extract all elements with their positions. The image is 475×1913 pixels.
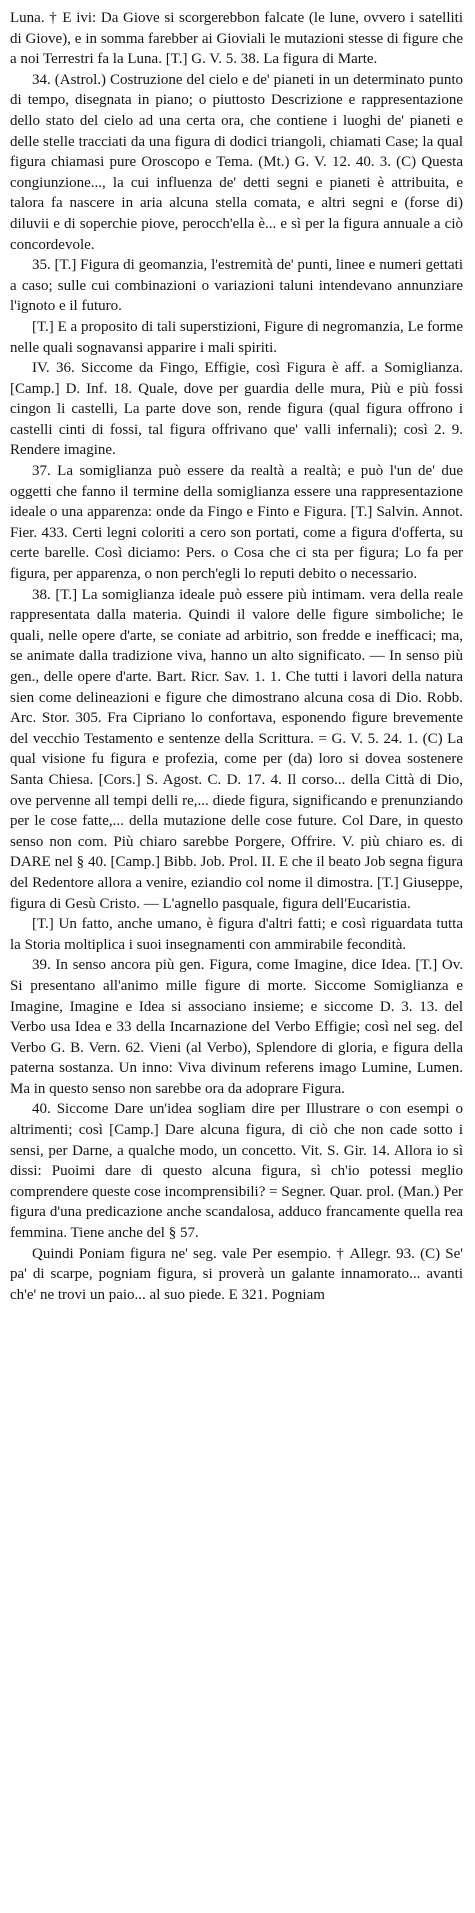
entry-paragraph-37: 37. La somiglianza può essere da realtà a realtà; e può l'un de' due oggetti che fanno il termine della somiglianza essere una rappresentazione ideale o una apparenza: onde da Fingo e Finto e Figura. [T.] Salvin. Annot. Fier. 433. Certi legni coloriti a cero son portati, come a figura d'offerta, su certe barelle. Così diciamo: Pers. o Cosa che ci sta per figura; Lo fa per figura, per apparenza, o non perch'egli lo reputi debito o necessario. (10, 463, 463, 583)
entry-paragraph-38: 38. [T.] La somiglianza ideale può essere più intimam. vera della reale rappresentata dalla materia. Quindi il valore delle figure simboliche; le quali, nelle opere d'arte, se coniate ad arbitrio, son fredde e inefficaci; ma, se animate dalla tradizione viva, hanno un alto significato. — In senso più gen., delle opere d'arte. Bart. Ricr. Sav. 1. 1. Che tutti i lavori della natura sien come delineazioni e figure che dimostrano alcuna cosa di Dio. Robb. Arc. Stor. 305. Fra Cipriano lo confortava, esponendo figure brevemente del vecchio Testamento e sentenze della Scrittura. = G. V. 5. 24. 1. (C) La qual visione fu figura e profezia, come per (da) loro si dovea sostenere Santa Chiesa. [Cors.] S. Agost. C. D. 17. 4. Il corso... della Città di Dio, ove pervenne all tempi delli re,... diede figura, significando e prenunziando per le cose fatte,... della mutazione delle cose future. Col Dare, in questo senso non com. Più chiaro sarebbe Porgere, Offrire. V. più chiaro es. di DARE nel § 40. [Camp.] Bibb. Job. Prol. II. E che il beato Job segna figura del Redentore allora a venire, eziandio col nome il dimostra. [T.] Giuseppe, figura di Gesù Cristo. — L'agnello pasquale, figura dell'Eucaristia. (10, 586, 463, 912)
entry-paragraph-35-sub: [T.] E a proposito di tali superstizioni, Figure di negromanzia, Le forme nelle quali sognavansi apparire i mali spiriti. (10, 318, 463, 356)
entry-paragraph-39: 39. In senso ancora più gen. Figura, come Imagine, dice Idea. [T.] Ov. Si presentano all'animo mille figure di morte. Siccome Somiglianza e Imagine, Imagine e Idea si associano insieme; e siccome D. 3. 13. del Verbo usa Idea e 33 della Incarnazione del Verbo Effigie; così nel seg. del Verbo G. B. Vern. 62. Vieni (al Verbo), Splendore di gloria, e figura della paterna sostanza. Un inno: Viva divinum referens imago Lumine, Lumen. Ma in questo senso non sarebbe ora da adoprare Figura. (10, 957, 463, 1097)
entry-paragraph-luna: Luna. † E ivi: Da Giove si scorgerebbon falcate (le lune, ovvero i satelliti di Giove), e in somma farebber ai Gioviali le mutazioni stesse di figure che a noi Terrestri fa la Luna. [T.] G. V. 5. 38. La figura di Marte. (10, 10, 463, 68)
entry-paragraph-40-sub: Quindi Poniam figura ne' seg. vale Per esempio. † Allegr. 93. (C) Se' pa' di scarpe, pogniam figura, si proverà un galante innamorato... avanti ch'e' ne trovi un paio... al suo piede. E 321. Pogniam (10, 1245, 463, 1303)
entry-paragraph-iv-36: IV. 36. Siccome da Fingo, Effigie, così Figura è aff. a Somiglianza. [Camp.] D. Inf. 18. Quale, dove per guardia delle mura, Più e più fossi cingon li castelli, La parte dove son, rende figura (qual figura offrono i castelli cinti di fossi, tal figura offrivano que' valli infernali); così 2. 9. Rendere imagine. (10, 360, 463, 459)
entry-paragraph-35: 35. [T.] Figura di geomanzia, l'estremità de' punti, linee e numeri gettati a caso; sulle cui combinazioni o variazioni taluni intendevano annunziare l'ignoto e il futuro. (10, 257, 463, 315)
entry-paragraph-34: 34. (Astrol.) Costruzione del cielo e de' pianeti in un determinato punto di tempo, disegnata in piano; o piuttosto Descrizione e rappresentazione dello stato del cielo ad una certa ora, che contiene i luoghi de' pianeti e delle stelle tracciati da una figura di dodici triangoli, chiamati Case; la qual figura chiamasi pure Oroscopo e Tema. (Mt.) G. V. 12. 40. 3. (C) Questa congiunzione..., la cui influenza de' detti segni e pianeti è attribuita, e talora fa nascere in aria alcuna stella comata, e altri segni e (forse di) diluvii e di soperchie piove, perocch'ella è... e sì per la figura annuale a ciò concordevole. (10, 71, 463, 253)
entry-paragraph-40: 40. Siccome Dare un'idea sogliam dire per Illustrare o con esempi o altrimenti; così [Camp.] Dare alcuna figura, di ciò che non cade sotto i sensi, per Darne, a qualche modo, un concetto. Vit. S. Gir. 14. Allora io sì dissi: Puoimi dare di questo alcuna figura, sì ch'io potessi meglio comprendere queste cose incomprensibili? = Segner. Quar. prol. (Man.) Per figura d'una predicazione anche scandalosa, adduco francamente quella rea femmina. Tiene anche del § 57. (10, 1101, 463, 1242)
entry-paragraph-38-sub: [T.] Un fatto, anche umano, è figura d'altri fatti; e così riguardata tutta la Storia moltiplica i suoi insegnamenti con ammirabile fecondità. (10, 916, 463, 953)
